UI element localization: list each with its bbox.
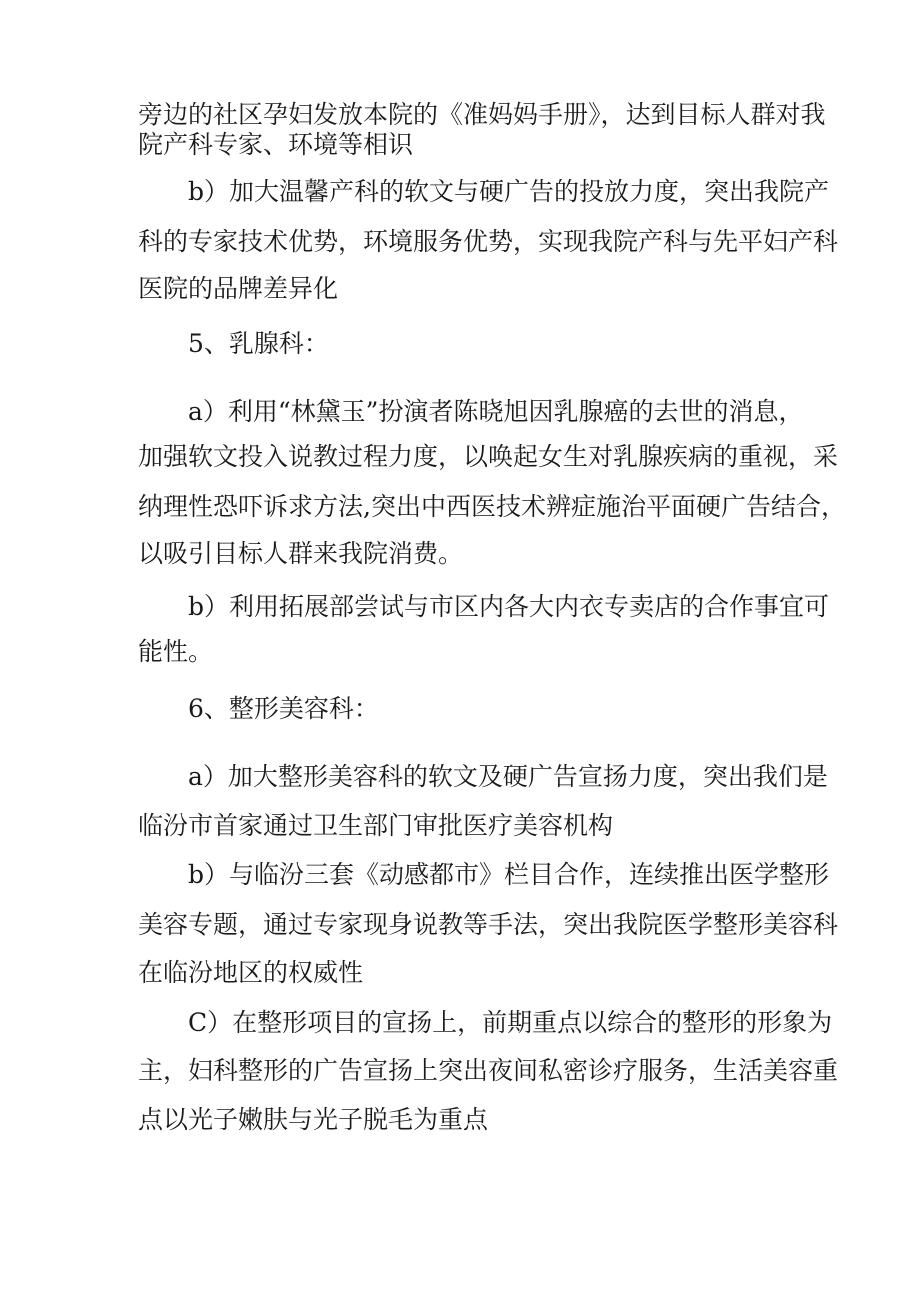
text-line: b）利用拓展部尝试与市区内各大内衣专卖店的合作事宜可 bbox=[188, 592, 830, 621]
text-line: 临汾市首家通过卫生部门审批医疗美容机构 bbox=[138, 811, 614, 840]
text-line: 美容专题，通过专家现身说教等手法，突出我院医学整形美容科 bbox=[138, 910, 839, 939]
text-line: 纳理性恐吓诉求方法,突出中西医技术辨症施治平面硬广告结合， bbox=[138, 492, 846, 521]
text-line: 点以光子嫩肤与光子脱毛为重点 bbox=[138, 1105, 489, 1134]
text-line: 加强软文投入说教过程力度，以唤起女生对乳腺疾病的重视，采 bbox=[138, 442, 839, 471]
text-line: a）利用“林黛玉”扮演者陈晓旭因乳腺癌的去世的消息， bbox=[188, 397, 804, 426]
text-line: a）加大整形美容科的软文及硬广告宣扬力度，突出我们是 bbox=[188, 762, 828, 791]
text-line: C）在整形项目的宣扬上，前期重点以综合的整形的形象为 bbox=[188, 1008, 833, 1037]
text-line: 医院的品牌差异化 bbox=[138, 274, 339, 303]
text-line: 主，妇科整形的广告宣扬上突出夜间私密诊疗服务，生活美容重 bbox=[138, 1056, 839, 1085]
section-heading: 5、乳腺科： bbox=[188, 329, 329, 358]
section-heading: 6、整形美容科： bbox=[188, 694, 379, 723]
text-line: 以吸引目标人群来我院消费。 bbox=[138, 539, 464, 568]
text-line: b）与临汾三套《动感都市》栏目合作，连续推出医学整形 bbox=[188, 860, 830, 889]
text-line: b）加大温馨产科的软文与硬广告的投放力度，突出我院产 bbox=[188, 177, 830, 206]
text-line: 院产科专家、环境等相识 bbox=[138, 130, 414, 159]
text-line: 在临汾地区的权威性 bbox=[138, 958, 364, 987]
text-line: 科的专家技术优势，环境服务优势，实现我院产科与先平妇产科 bbox=[138, 227, 839, 256]
text-line: 旁边的社区孕妇发放本院的《准妈妈手册》，达到目标人群对我 bbox=[138, 100, 826, 129]
text-line: 能性。 bbox=[138, 637, 214, 666]
